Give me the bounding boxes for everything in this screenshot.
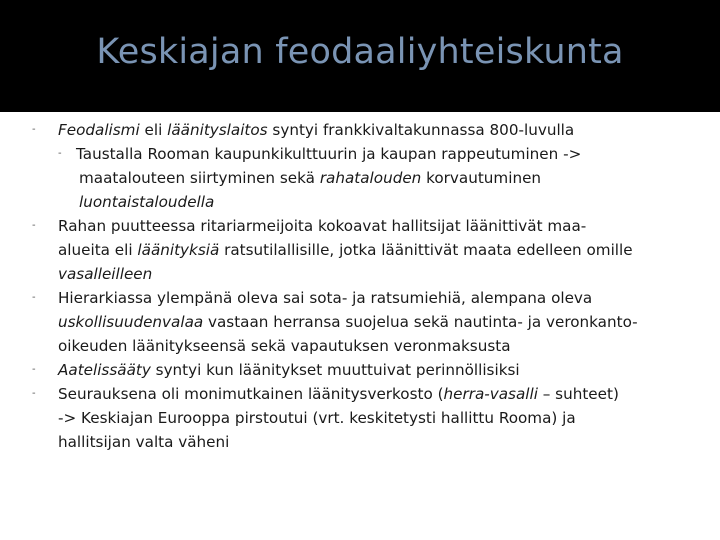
text-run: -> Keskiajan Eurooppa pirstoutui (vrt. keskitetysti hallittu Rooma) ja xyxy=(58,409,576,427)
bullet-line xyxy=(58,310,638,334)
slide-body xyxy=(0,118,720,518)
italic-term: rahatalouden xyxy=(319,169,422,187)
text-run: Hierarkiassa ylempänä oleva sai sota- ja ratsumiehiä, alempana oleva xyxy=(58,289,593,307)
bullet-marker: - xyxy=(32,364,36,375)
bullet-item xyxy=(0,358,720,382)
bullet-item xyxy=(0,382,720,454)
italic-term: läänityksiä xyxy=(137,241,220,259)
bullet-item xyxy=(0,142,720,214)
bullet-line xyxy=(58,430,229,454)
italic-term: Feodalismi xyxy=(58,121,140,139)
italic-term: Aatelissääty xyxy=(58,361,151,379)
bullet-line xyxy=(58,118,574,142)
bullet-line xyxy=(79,190,214,214)
bullet-line xyxy=(58,358,520,382)
slide-title: Keskiajan feodaaliyhteiskunta xyxy=(96,32,624,72)
text-run: syntyi kun läänitykset muuttuivat perinnöllisiksi xyxy=(150,361,520,379)
text-run: – suhteet) xyxy=(537,385,619,403)
text-run: ratsutilallisille, jotka läänittivät maata edelleen omille xyxy=(219,241,633,259)
bullet-line xyxy=(58,382,619,406)
text-run: korvautuminen xyxy=(421,169,542,187)
italic-term: luontaistaloudella xyxy=(79,193,215,211)
bullet-line xyxy=(58,262,152,286)
italic-term: läänityslaitos xyxy=(167,121,268,139)
bullet-marker: - xyxy=(32,388,36,399)
text-run: syntyi frankkivaltakunnassa 800-luvulla xyxy=(267,121,575,139)
text-run: vastaan herransa suojelua sekä nautinta- ja veronkanto- xyxy=(203,313,638,331)
bullet-item xyxy=(0,214,720,286)
text-run: eli xyxy=(139,121,168,139)
text-run: Taustalla Rooman kaupunkikulttuurin ja kaupan rappeutuminen -> xyxy=(76,145,582,163)
italic-term: uskollisuudenvalaa xyxy=(58,313,204,331)
bullet-item xyxy=(0,286,720,358)
italic-term: herra-vasalli xyxy=(443,385,538,403)
text-run: hallitsijan valta väheni xyxy=(58,433,230,451)
bullet-marker: - xyxy=(32,124,36,135)
bullet-line xyxy=(58,334,511,358)
bullet-line xyxy=(58,286,592,310)
bullet-line xyxy=(58,238,633,262)
text-run: Rahan puutteessa ritariarmeijoita kokoavat hallitsijat läänittivät maa- xyxy=(58,217,587,235)
bullet-marker: - xyxy=(58,148,62,159)
title-bar xyxy=(0,0,720,112)
bullet-marker: - xyxy=(32,220,36,231)
bullet-line xyxy=(76,142,581,166)
bullet-line xyxy=(79,166,541,190)
italic-term: vasalleilleen xyxy=(58,265,153,283)
text-run: oikeuden läänitykseensä sekä vapautuksen veronmaksusta xyxy=(58,337,511,355)
bullet-line xyxy=(58,214,586,238)
text-run: maatalouteen siirtyminen sekä xyxy=(79,169,320,187)
text-run: alueita eli xyxy=(58,241,138,259)
text-run: Seurauksena oli monimutkainen läänitysverkosto ( xyxy=(58,385,444,403)
bullet-line xyxy=(58,406,576,430)
bullet-marker: - xyxy=(32,292,36,303)
bullet-item xyxy=(0,118,720,142)
